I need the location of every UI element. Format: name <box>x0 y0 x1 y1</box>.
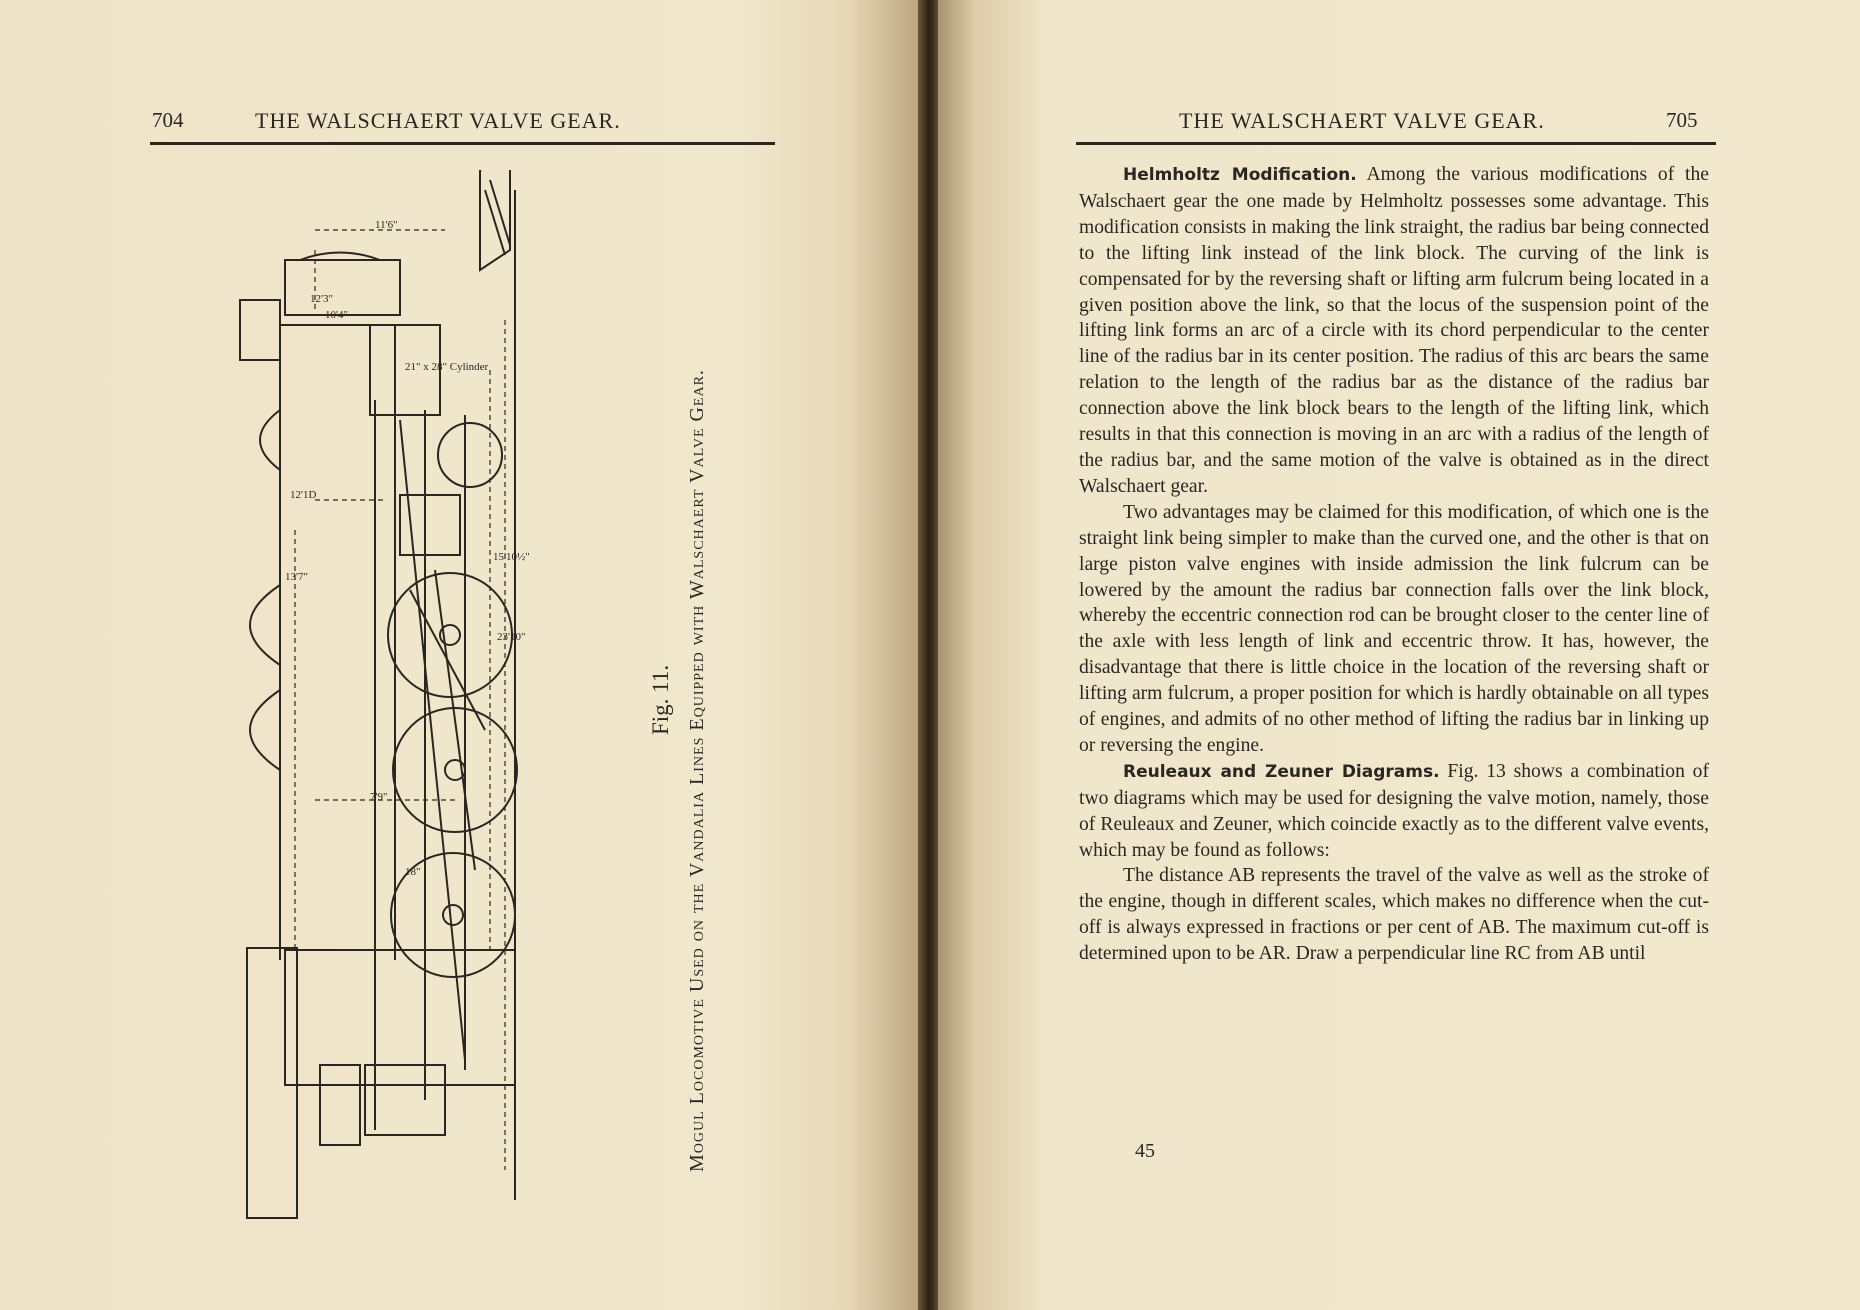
locomotive-drawing-svg <box>225 170 645 1240</box>
page-number: 705 <box>1666 108 1698 132</box>
drawing-label: 12'1D <box>290 489 317 501</box>
paragraph-text: The distance AB represents the travel of the valve as well as the stroke of the engine, though in different scales, which makes no difference when the cut-off is always expressed in fractions or per cent of AB. The maximum cut-off is determined upon to be AR. Draw a perpendicular line RC from AB until <box>1079 865 1709 965</box>
paragraph-text: Fig. 13 shows a combination of two diagrams which may be used for designing the valve motion, namely, those of Reuleaux and Zeuner, which coincide exactly as to the different valve events, which may be found as follows: <box>1079 760 1710 861</box>
right-page <box>938 0 1860 1310</box>
paragraph-text: Among the various modifications of the Walschaert gear the one made by Helmholtz possesses some advantage. This modification consists in making the link straight, the radius bar being connected to the lifting link instead of the link block. The curving of the link is compensated for by the reversing shaft or lifting arm fulcrum being located in a given position above the link, so that the locus of the suspension point of the lifting link forms an arc of a circle with its chord perpendicular to the center line of the radius bar in its center position. The radius of this arc bears the same relation to the length of the radius bar as the distance of the radius bar connection above the link block bears to the length of the lifting link, which results in that this connection is moving in an arc with a radius of the length of the radius bar, and the same motion of the valve is obtained as in the direct Walschaert gear. <box>1079 164 1709 497</box>
left-page <box>0 0 922 1310</box>
figure-caption: Mogul Locomotive Used on the Vandalia Lines Equipped with Walschaert Valve Gear. <box>686 369 708 1172</box>
header-rule <box>150 142 775 145</box>
drawing-label: 10'4" <box>325 309 348 321</box>
page-number: 704 <box>152 108 184 132</box>
drawing-label: 12'3" <box>310 293 333 305</box>
drawing-label: 18" <box>405 866 421 878</box>
figure-label: Fig. 11. <box>648 664 673 735</box>
paragraph-heading: Helmholtz Modification. <box>1123 165 1357 185</box>
paragraph-heading: Reuleaux and Zeuner Diagrams. <box>1123 761 1440 782</box>
drawing-label: 23'10" <box>497 631 526 643</box>
paragraph <box>1079 863 1709 967</box>
drawing-label: 15'10½" <box>493 551 530 563</box>
paragraph-text: Two advantages may be claimed for this modification, of which one is the straight link being simpler to make than the curved one, and the other is that on large piston valve engines with inside admission the link fulcrum can be lowered by the amount the radius bar connection falls over the link block, whereby the eccentric connection rod can be brought closer to the center line of the axle with less length of link and eccentric throw. It has, however, the disadvantage that there is little choice in the location of the reversing shaft or lifting arm fulcrum, a proper position for which is hardly obtainable on all types of engines, and admits of no other method of lifting the radius bar in linking up or reversing the engine. <box>1079 501 1709 756</box>
running-head: THE WALSCHAERT VALVE GEAR. <box>255 108 621 133</box>
header-rule <box>1076 142 1716 145</box>
signature-mark: 45 <box>1135 1140 1155 1162</box>
paragraph <box>1079 759 1709 864</box>
drawing-label: 11'6" <box>375 219 398 231</box>
drawing-label: 21" x 28" Cylinder <box>405 361 489 373</box>
paragraph <box>1079 500 1709 759</box>
drawing-label: 13'7" <box>285 571 308 583</box>
body-text <box>1079 162 1709 967</box>
drawing-label: 7'9" <box>370 791 388 803</box>
paragraph <box>1079 162 1709 500</box>
locomotive-drawing <box>225 170 645 1240</box>
running-head: THE WALSCHAERT VALVE GEAR. <box>1179 108 1545 133</box>
